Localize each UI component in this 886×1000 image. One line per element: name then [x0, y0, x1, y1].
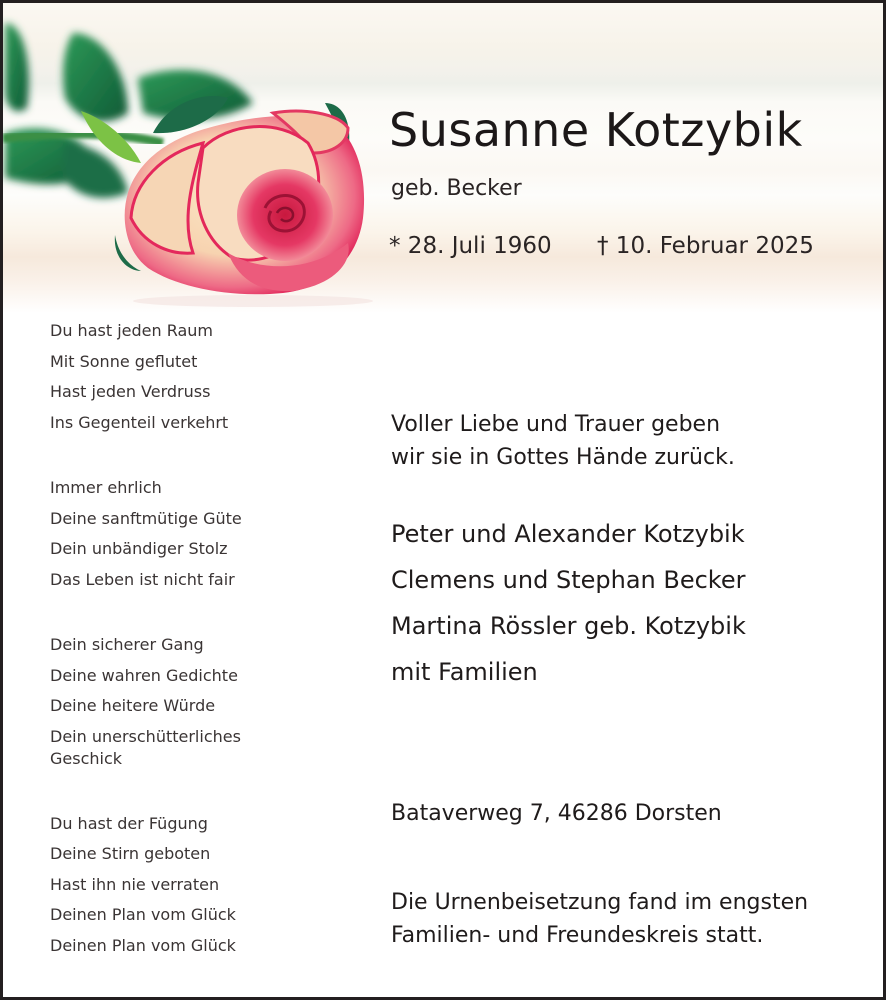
poem-line: Deinen Plan vom Glück: [50, 935, 236, 955]
address: Bataverweg 7, 46286 Dorsten: [391, 801, 722, 826]
death-date: † 10. Februar 2025: [597, 233, 814, 259]
poem-line: Deine sanftmütige Güte: [50, 508, 242, 528]
poem-line: Deinen Plan vom Glück: [50, 905, 236, 924]
maiden-name: geb. Becker: [391, 176, 522, 201]
mourner: Martina Rössler geb. Kotzybik: [391, 612, 746, 640]
intro-line: wir sie in Gottes Hände zurück.: [391, 445, 735, 470]
mourner: Peter und Alexander Kotzybik: [391, 520, 745, 548]
birth-date: * 28. Juli 1960: [389, 233, 552, 259]
poem-line: Hast ihn nie verraten: [50, 874, 220, 894]
burial-line: Die Urnenbeisetzung fand im engsten: [391, 890, 809, 915]
burial-note: [391, 886, 851, 952]
poem-line: Ins Gegenteil verkehrt: [50, 412, 229, 432]
intro-line: Voller Liebe und Trauer geben: [391, 412, 721, 437]
poem-stanza-1: [50, 316, 290, 438]
poem-stanza-4: [50, 809, 290, 962]
poem-line: Deine Stirn geboten: [50, 844, 211, 863]
poem-line: Dein unbändiger Stolz: [50, 539, 228, 558]
burial-line: Familien- und Freundeskreis statt.: [391, 923, 764, 948]
poem-line: Du hast der Fügung: [50, 813, 208, 833]
life-dates: [389, 233, 814, 259]
mourners-list: [391, 511, 851, 695]
deceased-name: Susanne Kotzybik: [389, 103, 803, 157]
poem-line: Immer ehrlich: [50, 478, 162, 497]
poem-stanza-2: [50, 473, 290, 595]
mourner: mit Familien: [391, 658, 538, 686]
poem-line: Deine wahren Gedichte: [50, 665, 238, 685]
poem-line: Hast jeden Verdruss: [50, 382, 211, 401]
poem-stanza-3: [50, 630, 290, 774]
rose-image: [3, 3, 383, 308]
poem-line: Du hast jeden Raum: [50, 321, 213, 340]
poem-line: Dein sicherer Gang: [50, 635, 204, 654]
mourner: Clemens und Stephan Becker: [391, 566, 746, 594]
intro-text: [391, 408, 851, 474]
poem-line: Das Leben ist nicht fair: [50, 569, 235, 589]
poem-line: Dein unerschütterliches Geschick: [50, 726, 241, 768]
poem: [50, 316, 290, 996]
poem-line: Mit Sonne geflutet: [50, 351, 198, 371]
poem-line: Deine heitere Würde: [50, 696, 216, 715]
